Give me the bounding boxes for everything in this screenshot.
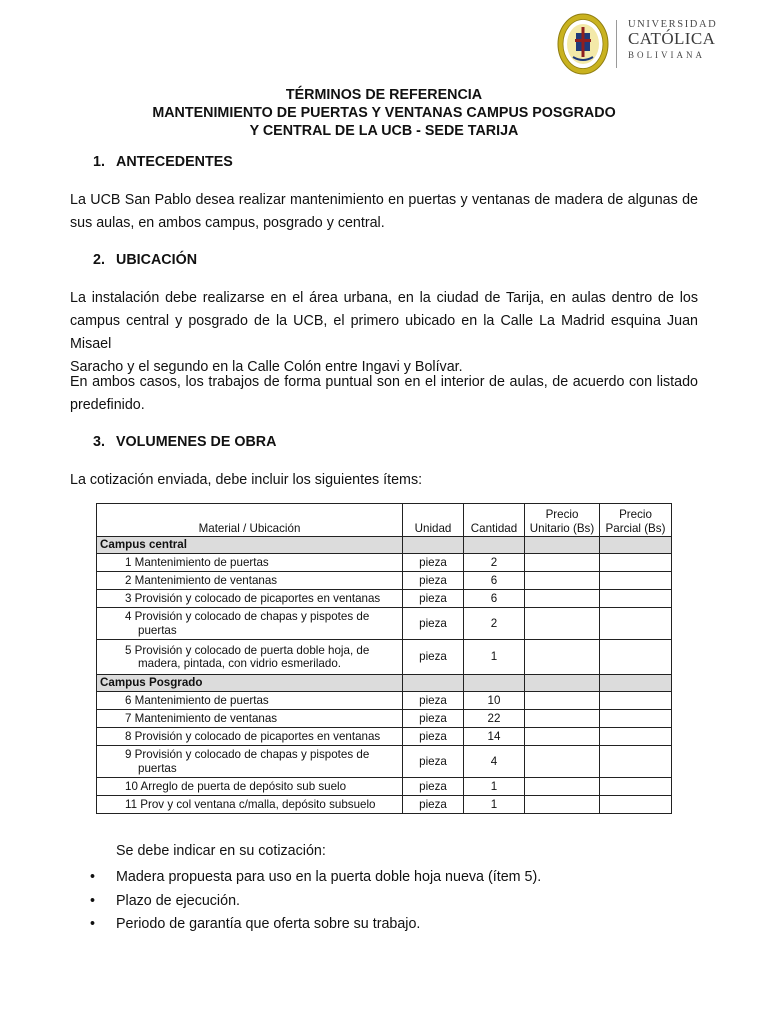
- table-row: [97, 692, 672, 710]
- item-unit: pieza: [403, 710, 464, 728]
- table-cell: [403, 675, 464, 692]
- item-unit-price: [525, 796, 600, 814]
- table-row: [97, 554, 672, 572]
- item-unit: pieza: [403, 640, 464, 675]
- header-precio-unitario-line1: Precio: [545, 508, 579, 521]
- table-cell: [525, 675, 600, 692]
- header-precio-parcial: [600, 504, 672, 537]
- section-heading-antecedentes: [93, 154, 233, 170]
- table-cell: [600, 675, 672, 692]
- list-item: [90, 913, 541, 937]
- header-unidad: Unidad: [403, 504, 464, 537]
- item-description-line2: puertas: [138, 623, 177, 637]
- paragraph-line: La instalación debe realizarse en el área urbana, en la ciudad de Tarija, en aulas dentro de los: [70, 290, 698, 306]
- items-table: [96, 503, 672, 814]
- title-line-1: TÉRMINOS DE REFERENCIA: [285, 87, 483, 103]
- table-group-row: [97, 675, 672, 692]
- section-title: UBICACIÓN: [116, 252, 198, 268]
- item-quantity: 14: [464, 728, 525, 746]
- item-partial-price: [600, 608, 672, 640]
- section-title: ANTECEDENTES: [116, 154, 233, 170]
- item-unit: pieza: [403, 554, 464, 572]
- item-unit-price: [525, 640, 600, 675]
- item-description: 3 Provisión y colocado de picaportes en ventanas: [97, 590, 403, 608]
- group-label-campus-posgrado: Campus Posgrado: [97, 675, 403, 692]
- item-unit: pieza: [403, 608, 464, 640]
- item-unit-price: [525, 608, 600, 640]
- item-partial-price: [600, 796, 672, 814]
- item-description: 8 Provisión y colocado de picaportes en ventanas: [97, 728, 403, 746]
- item-description: 2 Mantenimiento de ventanas: [97, 572, 403, 590]
- paragraph-line: La UCB San Pablo desea realizar mantenimiento en puertas y ventanas de madera de algunas de: [70, 192, 698, 208]
- item-partial-price: [600, 572, 672, 590]
- table-cell: [464, 537, 525, 554]
- table-group-row: [97, 537, 672, 554]
- paragraph-line: predefinido.: [70, 397, 145, 413]
- list-item-text: Plazo de ejecución.: [116, 892, 240, 909]
- table-row: [97, 572, 672, 590]
- table-row: [97, 590, 672, 608]
- section-number: 3.: [93, 434, 105, 450]
- item-description: [97, 746, 403, 778]
- requirements-list: [90, 866, 541, 937]
- item-partial-price: [600, 728, 672, 746]
- item-partial-price: [600, 710, 672, 728]
- section-number: 2.: [93, 252, 105, 268]
- item-quantity: 4: [464, 746, 525, 778]
- item-description: 11 Prov y col ventana c/malla, depósito subsuelo: [97, 796, 403, 814]
- paragraph-antecedentes: [70, 189, 698, 235]
- logo-text-boliviana: BOLIVIANA: [628, 50, 705, 60]
- bullet-icon: •: [90, 892, 96, 909]
- item-description-line2: puertas: [138, 761, 177, 775]
- item-unit-price: [525, 590, 600, 608]
- item-description: [97, 608, 403, 640]
- item-unit-price: [525, 554, 600, 572]
- item-unit-price: [525, 746, 600, 778]
- item-unit: pieza: [403, 692, 464, 710]
- logo-text-universidad: UNIVERSIDAD: [628, 19, 718, 30]
- paragraph-line: campus central y posgrado de la UCB, el primero ubicado en la Calle La Madrid esquina Juan Misael: [70, 313, 698, 352]
- table-cell: [403, 537, 464, 554]
- table-row: [97, 746, 672, 778]
- table-cell: [525, 537, 600, 554]
- table-cell: [600, 537, 672, 554]
- item-unit: pieza: [403, 778, 464, 796]
- logo-divider: [616, 20, 617, 68]
- table-row: [97, 796, 672, 814]
- item-unit: pieza: [403, 728, 464, 746]
- list-item-text: Madera propuesta para uso en la puerta doble hoja nueva (ítem 5).: [116, 869, 542, 885]
- item-unit: pieza: [403, 590, 464, 608]
- quotation-note: Se debe indicar en su cotización:: [116, 843, 326, 859]
- section-heading-volumenes: [93, 434, 276, 450]
- item-quantity: 6: [464, 590, 525, 608]
- section-heading-ubicacion: [93, 252, 197, 268]
- item-quantity: 2: [464, 554, 525, 572]
- item-quantity: 10: [464, 692, 525, 710]
- item-quantity: 1: [464, 796, 525, 814]
- paragraph-line: sus aulas, en ambos campus, posgrado y central.: [70, 215, 385, 231]
- header-precio-unitario: [525, 504, 600, 537]
- paragraph-line: En ambos casos, los trabajos de forma puntual son en el interior de aulas, de acuerdo con listado: [70, 374, 698, 390]
- header-material: Material / Ubicación: [97, 504, 403, 537]
- item-unit: pieza: [403, 796, 464, 814]
- table-row: [97, 608, 672, 640]
- section-number: 1.: [93, 154, 105, 170]
- bullet-icon: •: [90, 916, 96, 932]
- item-description: 7 Mantenimiento de ventanas: [97, 710, 403, 728]
- table-header-row: [97, 504, 672, 537]
- item-description: 6 Mantenimiento de puertas: [97, 692, 403, 710]
- header-precio-parcial-line2: Parcial (Bs): [605, 521, 666, 535]
- table-row: [97, 778, 672, 796]
- item-description: 10 Arreglo de puerta de depósito sub suelo: [97, 778, 403, 796]
- title-line-2: MANTENIMIENTO DE PUERTAS Y VENTANAS CAMPUS POSGRADO: [152, 105, 616, 121]
- item-unit-price: [525, 692, 600, 710]
- item-description-line1: 4 Provisión y colocado de chapas y pispotes de: [125, 610, 370, 623]
- item-quantity: 1: [464, 640, 525, 675]
- paragraph-ubicacion-1: [70, 287, 698, 379]
- paragraph-volumenes: [70, 469, 698, 492]
- header-precio-unitario-line2: Unitario (Bs): [529, 521, 595, 535]
- group-label-campus-central: Campus central: [97, 537, 403, 554]
- item-description-line1: 5 Provisión y colocado de puerta doble hoja, de: [125, 643, 370, 657]
- paragraph-line: La cotización enviada, debe incluir los siguientes ítems:: [70, 472, 423, 488]
- table-row: [97, 640, 672, 675]
- header-cantidad: Cantidad: [464, 504, 525, 537]
- header-precio-parcial-line1: Precio: [619, 508, 652, 521]
- item-partial-price: [600, 640, 672, 675]
- item-description: [97, 640, 403, 675]
- logo-text-catolica: CATÓLICA: [628, 29, 716, 48]
- item-unit-price: [525, 572, 600, 590]
- item-unit-price: [525, 778, 600, 796]
- item-unit: pieza: [403, 746, 464, 778]
- item-partial-price: [600, 554, 672, 572]
- list-item-text: Periodo de garantía que oferta sobre su trabajo.: [116, 916, 421, 932]
- item-unit: pieza: [403, 572, 464, 590]
- title-line-3: Y CENTRAL DE LA UCB - SEDE TARIJA: [249, 123, 519, 139]
- item-partial-price: [600, 746, 672, 778]
- item-partial-price: [600, 692, 672, 710]
- item-partial-price: [600, 778, 672, 796]
- list-item: [90, 866, 541, 890]
- item-description-line2: madera, pintada, con vidrio esmerilado.: [138, 657, 341, 670]
- paragraph-ubicacion-2: [70, 371, 698, 417]
- item-quantity: 1: [464, 778, 525, 796]
- list-item: [90, 890, 541, 914]
- section-title: VOLUMENES DE OBRA: [116, 434, 277, 450]
- item-description-line1: 9 Provisión y colocado de chapas y pispotes de: [125, 748, 370, 761]
- item-quantity: 2: [464, 608, 525, 640]
- item-partial-price: [600, 590, 672, 608]
- item-unit-price: [525, 710, 600, 728]
- university-seal-icon: [557, 13, 609, 75]
- document-title: [0, 86, 768, 140]
- item-description: 1 Mantenimiento de puertas: [97, 554, 403, 572]
- table-row: [97, 710, 672, 728]
- table-cell: [464, 675, 525, 692]
- item-quantity: 6: [464, 572, 525, 590]
- table-row: [97, 728, 672, 746]
- item-unit-price: [525, 728, 600, 746]
- bullet-icon: •: [90, 869, 96, 885]
- item-quantity: 22: [464, 710, 525, 728]
- paragraph-line: Saracho y el segundo en la Calle Colón entre Ingavi y Bolívar.: [70, 359, 463, 375]
